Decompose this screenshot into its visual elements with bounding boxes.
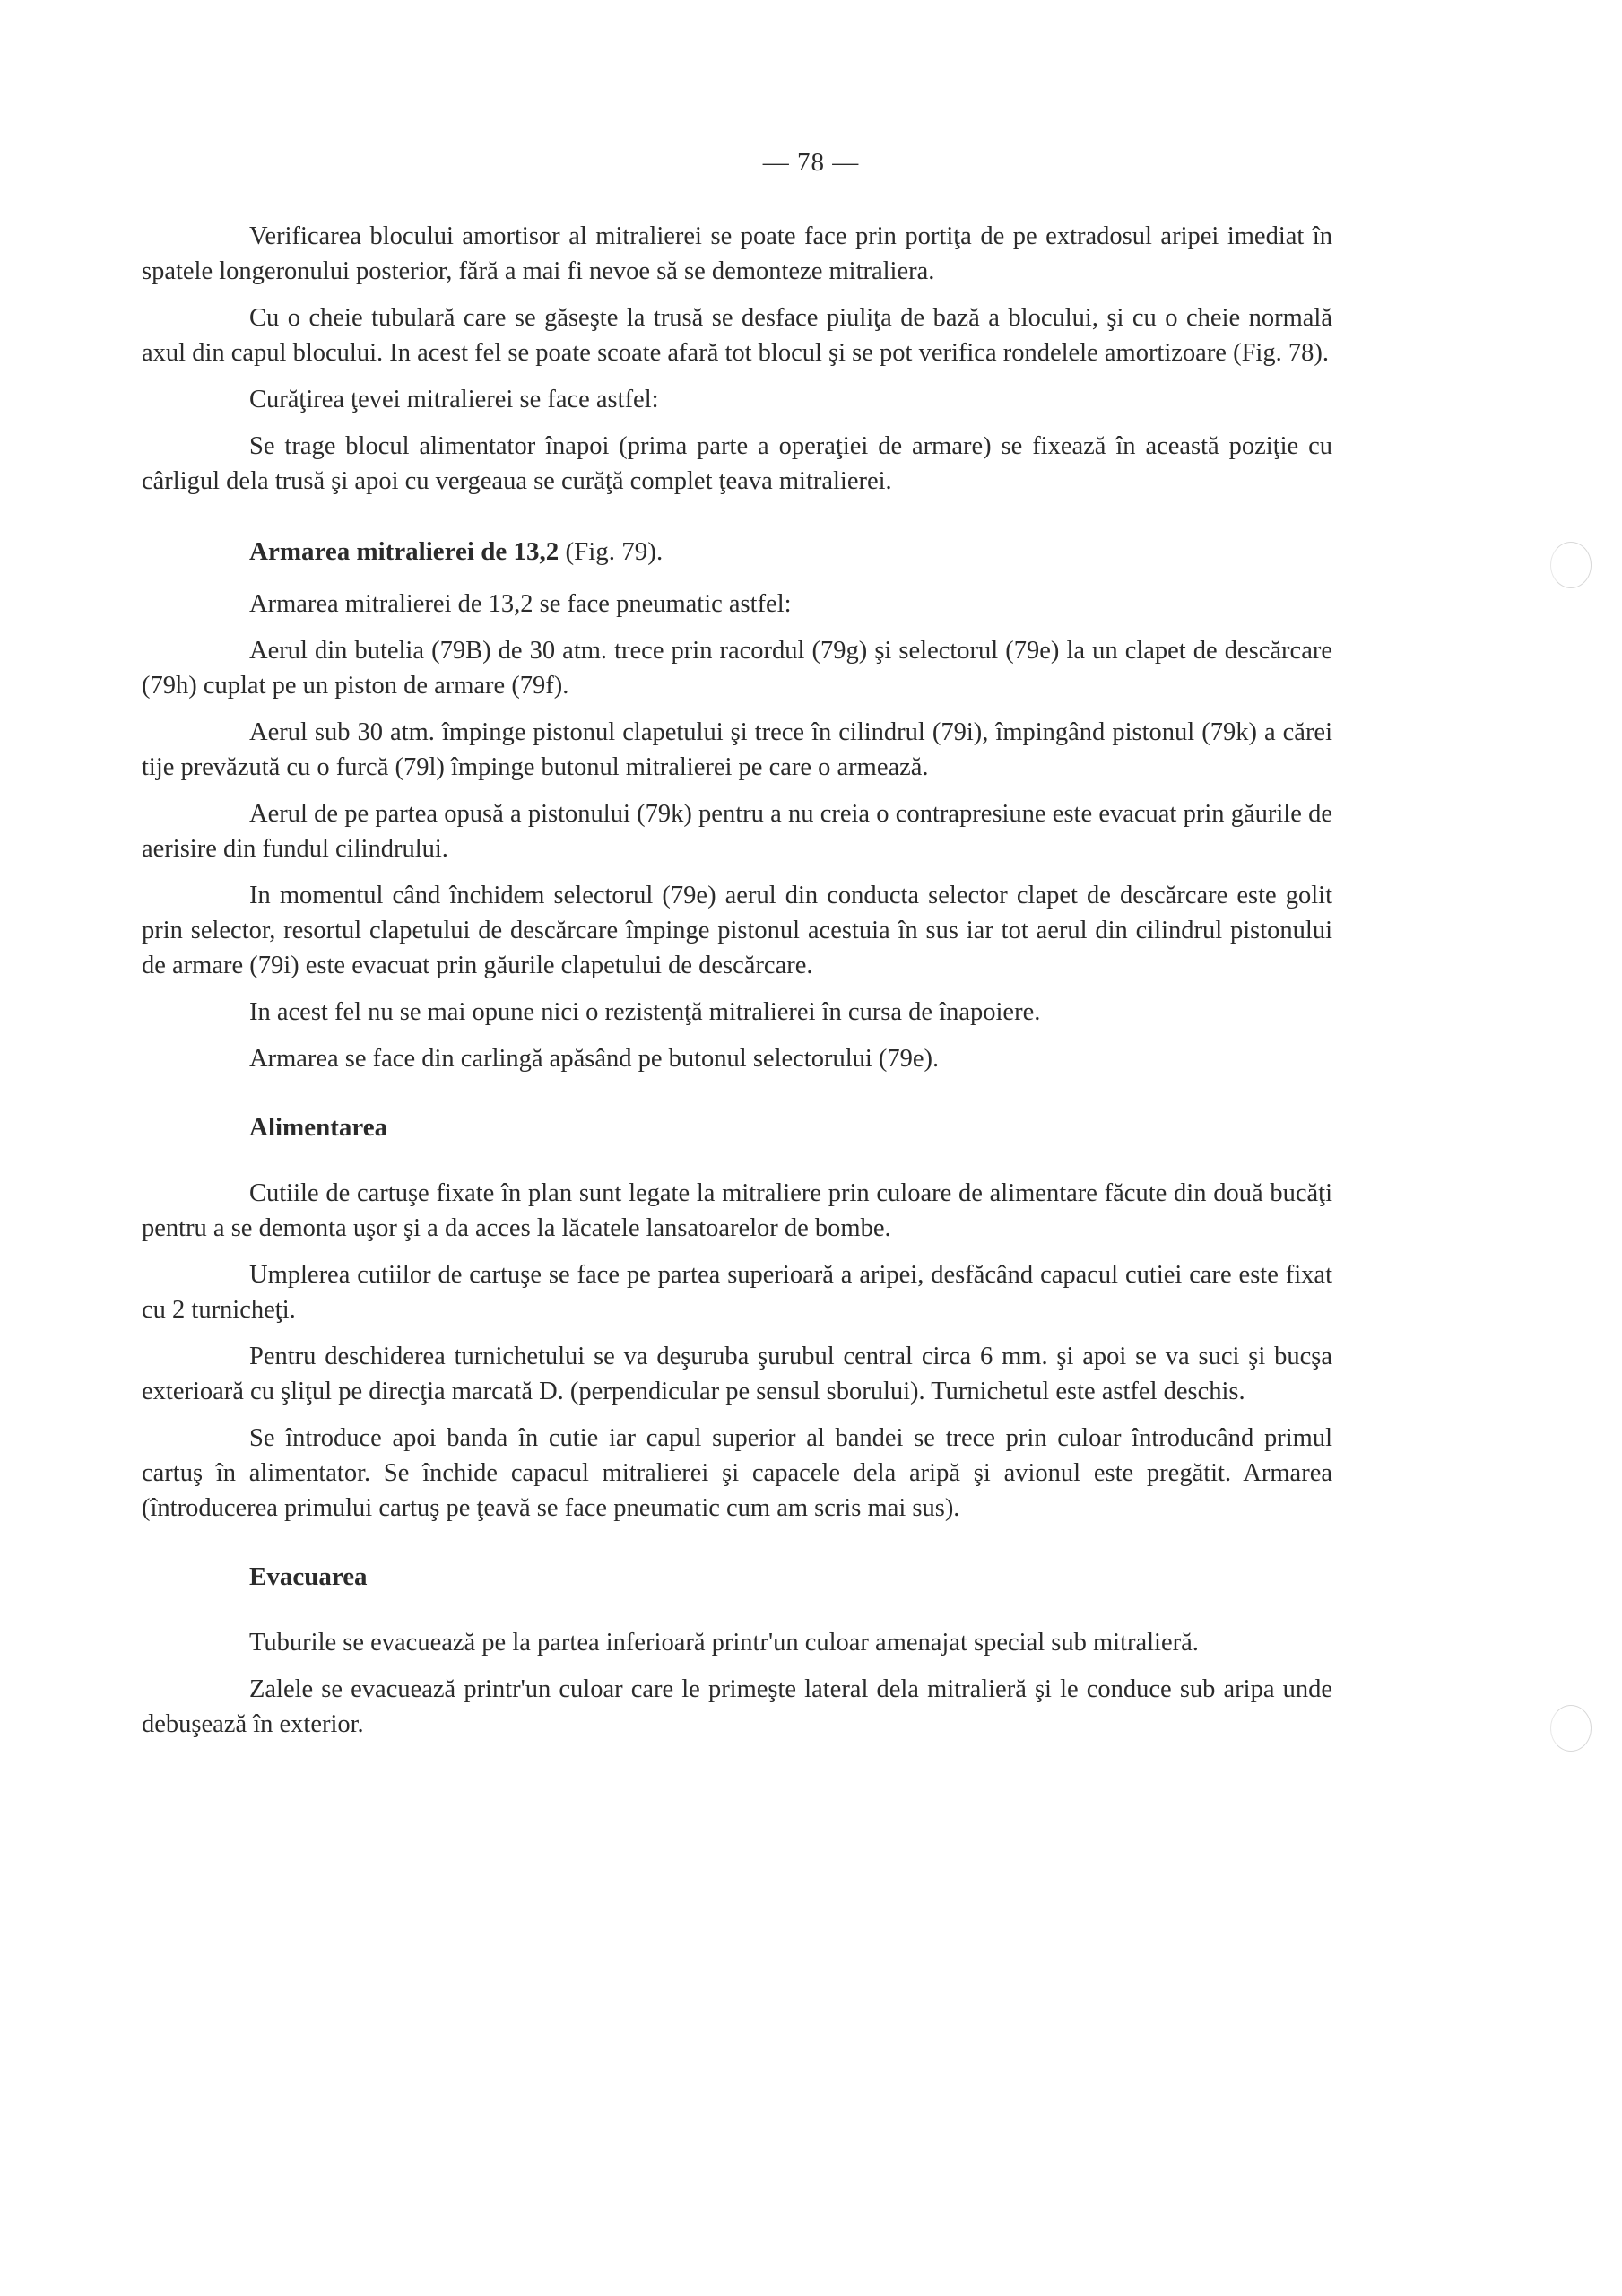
- paragraph: Umplerea cutiilor de cartuşe se face pe partea superioară a aripei, desfăcând capacul cutiei care este fixat cu 2 turnicheţi.: [142, 1261, 1332, 1324]
- section-heading-armarea: [249, 535, 1332, 570]
- paragraph: Cu o cheie tubulară care se găseşte la trusă se desface piuliţa de bază a blocului, şi cu o cheie normală axul din capul blocului. In acest fel se poate scoate afară tot blocul şi se pot verifica rondelele amortizoare (Fig. 78).: [142, 304, 1332, 367]
- paragraph: Se întroduce apoi banda în cutie iar capul superior al bandei se trece prin culoar întroducând primul cartuş în alimentator. Se închide capacul mitralierei şi capacele dela aripă şi avionul este pregătit. Armarea (întroducerea primului cartuş pe ţeavă se face pneumatic cum am scris mai sus).: [142, 1424, 1332, 1522]
- paragraph: In momentul când închidem selectorul (79e) aerul din conducta selector clapet de descărcare este golit prin selector, resortul clapetului de descărcare împinge pistonul acestuia în sus iar tot aerul din cilindrul pistonului de armare (79i) este evacuat prin găurile clapetului de descărcare.: [142, 882, 1332, 979]
- paragraph: Tuburile se evacuează pe la partea inferioară printr'un culoar amenajat special sub mitralieră.: [249, 1629, 1199, 1657]
- paragraph: In acest fel nu se mai opune nici o rezistenţă mitralierei în cursa de înapoiere.: [249, 998, 1041, 1026]
- paragraph: Aerul de pe partea opusă a pistonului (79k) pentru a nu creia o contrapresiune este evacuat prin găurile de aerisire din fundul cilindrului.: [142, 800, 1332, 863]
- paragraph: Armarea se face din carlingă apăsând pe butonul selectorului (79e).: [249, 1045, 940, 1073]
- paragraph: Aerul din butelia (79B) de 30 atm. trece prin racordul (79g) şi selectorul (79e) la un clapet de descărcare (79h) cuplat pe un piston de armare (79f).: [142, 637, 1332, 700]
- paragraph: Zalele se evacuează printr'un culoar care le primeşte lateral dela mitralieră şi le conduce sub aripa unde debuşează în exterior.: [142, 1675, 1332, 1738]
- paragraph: Pentru deschiderea turnichetului se va deşuruba şurubul central circa 6 mm. şi apoi se va suci şi bucşa exterioară cu şliţul pe direcţia marcată D. (perpendicular pe sensul sborului). Turnichetul este astfel deschis.: [142, 1343, 1332, 1405]
- figure-reference: (Fig. 79).: [565, 537, 664, 566]
- paragraph: Cutiile de cartuşe fixate în plan sunt legate la mitraliere prin culoare de alimentare făcute din două bucăţi pentru a se demonta uşor şi a da acces la lăcatele lansatoarelor de bombe.: [142, 1179, 1332, 1242]
- punch-hole-top: [1550, 542, 1592, 588]
- paragraph: Se trage blocul alimentator înapoi (prima parte a operaţiei de armare) se fixează în această poziţie cu cârligul dela trusă şi apoi cu vergeaua se curăţă complet ţeava mitralierei.: [142, 432, 1332, 495]
- section-heading-evacuarea: Evacuarea: [249, 1562, 368, 1591]
- section-heading-alimentarea: Alimentarea: [249, 1113, 388, 1142]
- document-body: [142, 219, 1332, 1753]
- paragraph: Aerul sub 30 atm. împinge pistonul clapetului şi trece în cilindrul (79i), împingând pistonul (79k) a cărei tije prevăzută cu o furcă (79l) împinge butonul mitralierei pe care o armează.: [142, 718, 1332, 781]
- punch-hole-bottom: [1550, 1705, 1592, 1752]
- page-number: — 78 —: [762, 148, 860, 177]
- paragraph: Verificarea blocului amortisor al mitralierei se poate face prin portiţa de pe extradosul aripei imediat în spatele longeronului posterior, fără a mai fi nevoe să se demonteze mitraliera.: [142, 222, 1332, 285]
- section-heading-text: Armarea mitralierei de 13,2: [249, 537, 559, 566]
- paragraph: Armarea mitralierei de 13,2 se face pneumatic astfel:: [249, 590, 792, 618]
- paragraph: Curăţirea ţevei mitralierei se face astfel:: [249, 386, 659, 413]
